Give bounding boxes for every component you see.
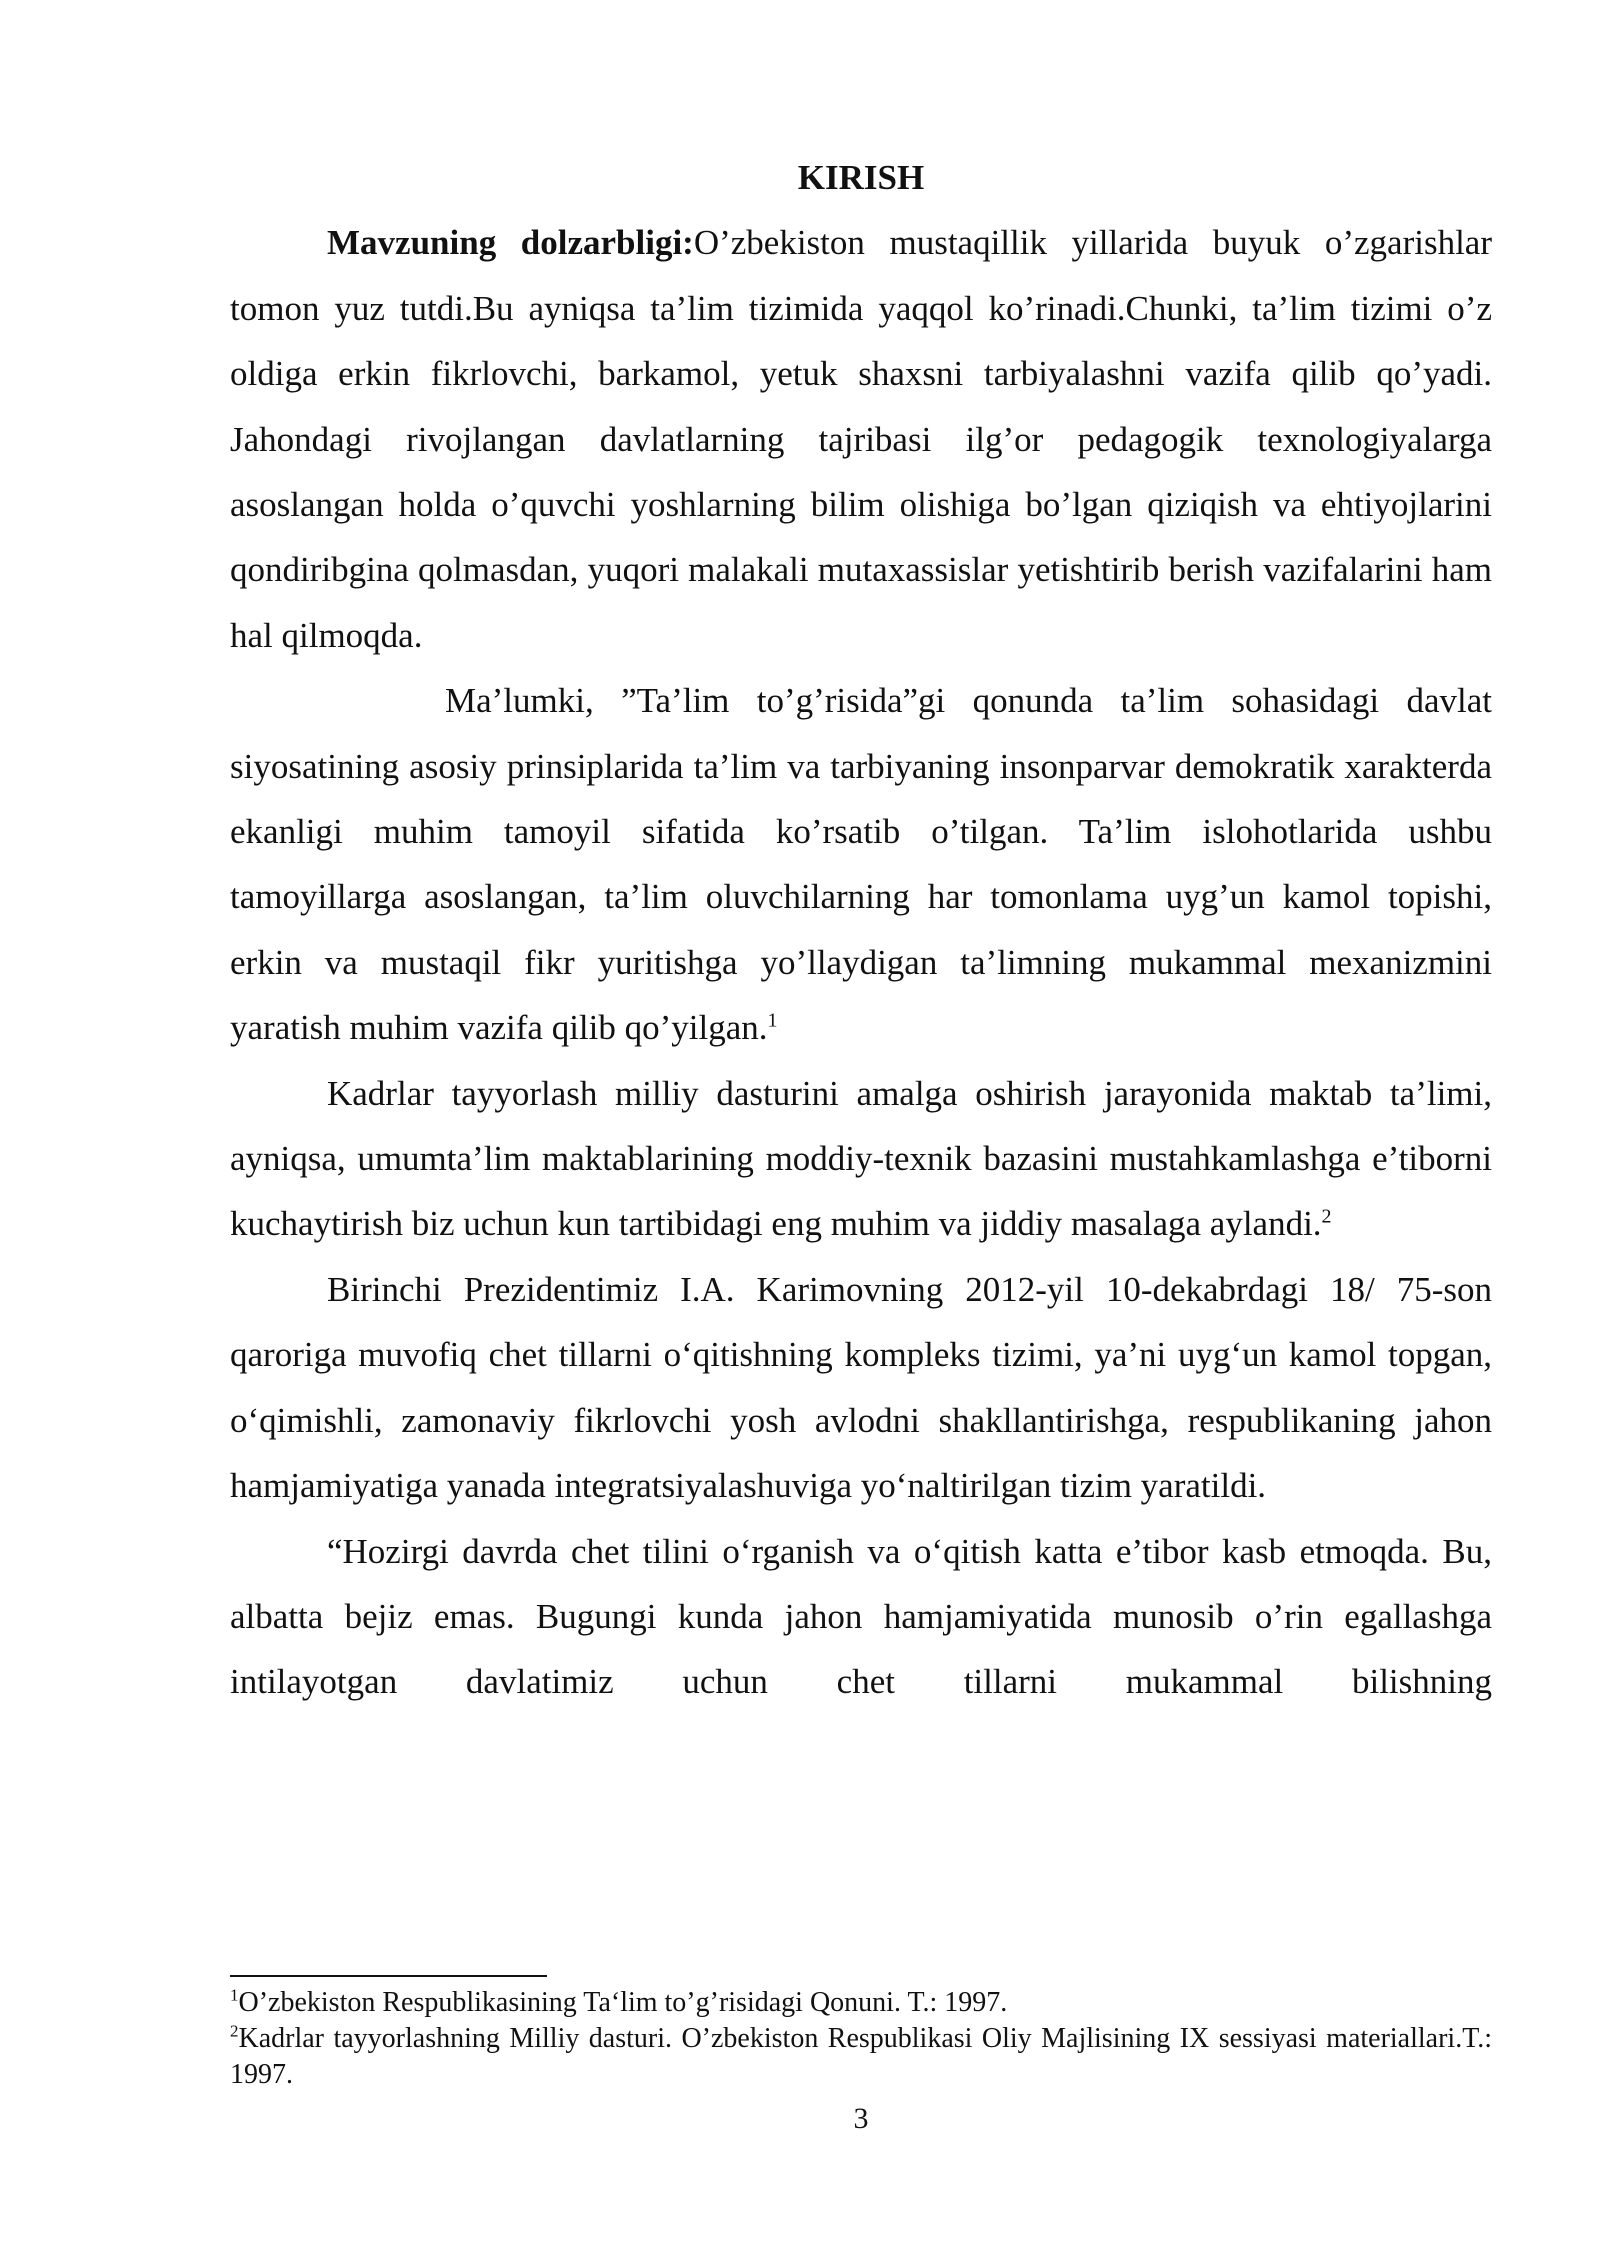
footnote-text: O’zbekiston Respublikasining Ta‘lim to’g’risidagi Qonuni. T.: 1997.	[238, 1987, 1008, 2018]
document-body	[230, 145, 1492, 1715]
paragraph-presidential-decree	[230, 1257, 1492, 1519]
page-title: KIRISH	[797, 158, 925, 197]
paragraph-foreign-languages	[230, 1519, 1492, 1715]
paragraph-text: “Hozirgi davrda chet tilini o‘rganish va o‘qitish katta e’tibor kasb etmoqda. Bu, albatta bejiz emas. Bugungi kunda jahon hamjamiyatida munosib o’rin egallashga intilayotgan davlatimiz uchun chet tillarni mukammal bilishning	[230, 1531, 1492, 1702]
footnote-2	[230, 2021, 1492, 2093]
paragraph-text: O’zbekiston mustaqillik yillarida buyuk o’zgarishlar tomon yuz tutdi.Bu ayniqsa ta’lim tizimida yaqqol ko’rinadi.Chunki, ta’lim tizimi o’z oldiga erkin fikrlovchi, barkamol, yetuk shaxsni tarbiyalashni vazifa qilib qo’yadi. Jahondagi rivojlangan davlatlarning tajribasi ilg’or pedagogik texnologiyalarga asoslangan holda o’quvchi yoshlarning bilim olishiga bo’lgan qiziqish va ehtiyojlarini qondiribgina qolmasdan, yuqori malakali mutaxassislar yetishtirib berish vazifalarini ham hal qilmoqda.	[230, 223, 1492, 655]
footnote-reference[interactable]: 2	[1321, 1205, 1332, 1228]
footnote-separator	[230, 1975, 547, 1977]
paragraph-national-program	[230, 1061, 1492, 1257]
paragraph-text: Kadrlar tayyorlash milliy dasturini amalga oshirish jarayonida maktab ta’limi, ayniqsa, umumta’lim maktablarining moddiy-texnik bazasini mustahkamlashga e’tiborni kuchaytirish biz uchun kun tartibidagi eng muhim va jiddiy masalaga aylandi.	[230, 1073, 1492, 1244]
page-number: 3	[853, 2102, 869, 2135]
footnotes	[230, 1985, 1492, 2093]
paragraph-text: Birinchi Prezidentimiz I.A. Karimovning 2012-yil 10-dekabrdagi 18/ 75-son qaroriga muvofiq chet tillarni o‘qitishning kompleks tizimi, ya’ni uyg‘un kamol topgan, o‘qimishli, zamonaviy fikrlovchi yosh avlodni shakllantirishga, respublikaning jahon hamjamiyatiga yanada integratsiyalashuviga yo‘naltirilgan tizim yaratildi.	[230, 1269, 1492, 1506]
footnote-1	[230, 1985, 1492, 2021]
paragraph-lead: Mavzuning dolzarbligi:	[327, 223, 694, 263]
footnote-mark: 1	[230, 1985, 239, 2005]
footnote-text: Kadrlar tayyorlashning Milliy dasturi. O’zbekiston Respublikasi Oliy Majlisining IX sessiyasi materiallari.T.: 1997.	[230, 2023, 1492, 2090]
footnote-reference[interactable]: 1	[767, 1009, 778, 1032]
footnote-mark: 2	[230, 2021, 239, 2041]
paragraph-relevance	[230, 210, 1492, 668]
paragraph-education-law	[230, 668, 1492, 1060]
paragraph-text: Ma’lumki, ”Ta’lim to’g’risida”gi qonunda ta’lim sohasidagi davlat siyosatining asosiy prinsiplarida ta’lim va tarbiyaning insonparvar demokratik xarakterda ekanligi muhim tamoyil sifatida ko’rsatib o’tilgan. Ta’lim islohotlarida ushbu tamoyillarga asoslangan, ta’lim oluvchilarning har tomonlama uyg’un kamol topishi, erkin va mustaqil fikr yuritishga yo’llaydigan ta’limning mukammal mexanizmini yaratish muhim vazifa qilib qo’yilgan.	[230, 681, 1492, 1048]
